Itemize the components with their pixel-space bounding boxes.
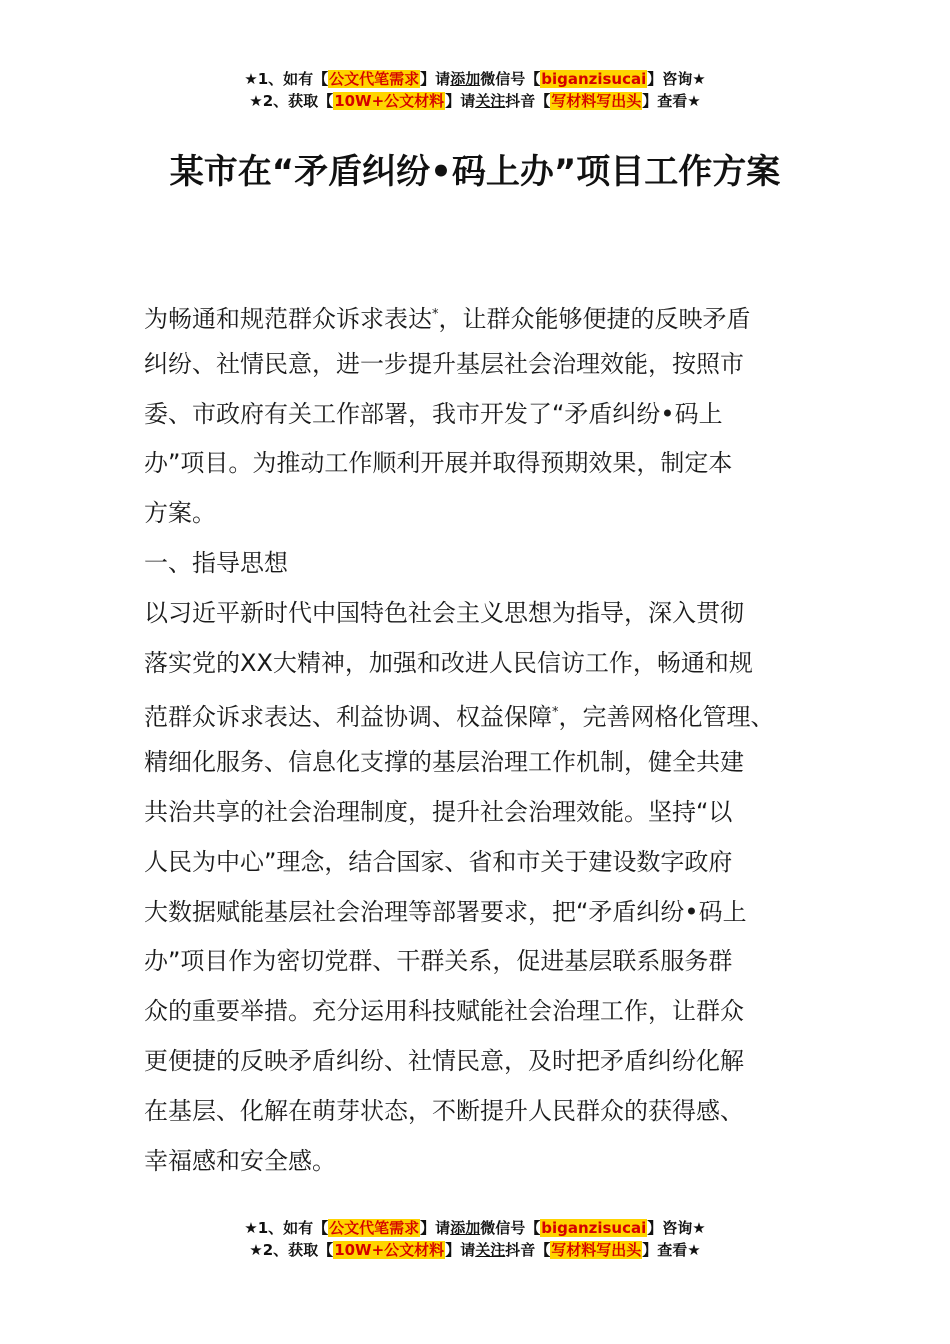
promo-line-2 [0,90,950,112]
promo-text: 】查看★ [642,1241,701,1259]
promo-text: 微信号【 [480,70,541,88]
promo-line-2 [0,1239,950,1261]
promo-text: ★2、获取【 [249,92,334,110]
promo-underline: 关注 [475,1241,506,1259]
body-line: 大数据赋能基层社会治理等部署要求，把“矛盾纠纷•码上 [144,897,747,926]
promo-text: 】请 [445,1241,476,1259]
body-line: 办”项目作为密切党群、干群关系，促进基层联系服务群 [144,947,733,976]
body-line: 纠纷、社情民意，进一步提升基层社会治理效能，按照市 [144,349,744,378]
promo-text: 抖音【 [505,1241,551,1259]
promo-text: ★2、获取【 [249,1241,334,1259]
promo-text: 微信号【 [480,1219,541,1237]
section-heading: 一、指导思想 [144,548,288,577]
body-line: 落实党的XX大精神，加强和改进人民信访工作，畅通和规 [144,648,753,677]
promo-highlight: 写材料写出头 [551,92,642,110]
body-line: 精细化服务、信息化支撑的基层治理工作机制，健全共建 [144,748,744,777]
promo-banner-top [0,68,950,112]
promo-underline: 关注 [475,92,506,110]
body-line: 办”项目。为推动工作顺利开展并取得预期效果，制定本 [144,449,733,478]
promo-text: ★1、如有【 [244,70,329,88]
body-line: 为畅通和规范群众诉求表达*，让群众能够便捷的反映矛盾 [144,305,751,333]
document-body [144,290,824,1186]
body-line: 更便捷的反映矛盾纠纷、社情民意，及时把矛盾纠纷化解 [144,1046,744,1075]
promo-text: ★1、如有【 [244,1219,329,1237]
body-line: 方案。 [144,499,216,528]
promo-text: 】咨询★ [647,70,706,88]
promo-underline: 添加 [450,1219,481,1237]
body-line: 在基层、化解在萌芽状态，不断提升人民群众的获得感、 [144,1096,744,1125]
promo-highlight: 10W+公文材料 [334,1241,445,1259]
body-line: 以习近平新时代中国特色社会主义思想为指导，深入贯彻 [144,598,744,627]
promo-text: 】咨询★ [647,1219,706,1237]
body-line: 委、市政府有关工作部署，我市开发了“矛盾纠纷•码上 [144,399,723,428]
document-title: 某市在“矛盾纠纷•码上办”项目工作方案 [169,152,781,192]
promo-text: 】请 [420,1219,451,1237]
promo-highlight: biganzisucai [541,1219,647,1237]
promo-line-1 [0,1217,950,1239]
footnote-mark: * [432,307,439,322]
promo-underline: 添加 [450,70,481,88]
promo-text: 抖音【 [505,92,551,110]
promo-highlight: 写材料写出头 [551,1241,642,1259]
footnote-mark: * [552,705,559,721]
promo-text: 】请 [445,92,476,110]
promo-text: 】请 [420,70,451,88]
promo-text: 】查看★ [642,92,701,110]
promo-highlight: 公文代笔需求 [329,1219,420,1237]
body-line: 人民为中心”理念，结合国家、省和市关于建设数字政府 [144,847,733,876]
body-line: 共治共享的社会治理制度，提升社会治理效能。坚持“以 [144,797,733,826]
promo-banner-bottom [0,1217,950,1261]
promo-highlight: 公文代笔需求 [329,70,420,88]
body-line: 范群众诉求表达、利益协调、权益保障*，完善网格化管理、 [144,703,775,732]
promo-highlight: 10W+公文材料 [334,92,445,110]
body-line: 幸福感和安全感。 [144,1146,336,1175]
promo-highlight: biganzisucai [541,70,647,88]
promo-line-1 [0,68,950,90]
body-line: 众的重要举措。充分运用科技赋能社会治理工作，让群众 [144,997,744,1026]
